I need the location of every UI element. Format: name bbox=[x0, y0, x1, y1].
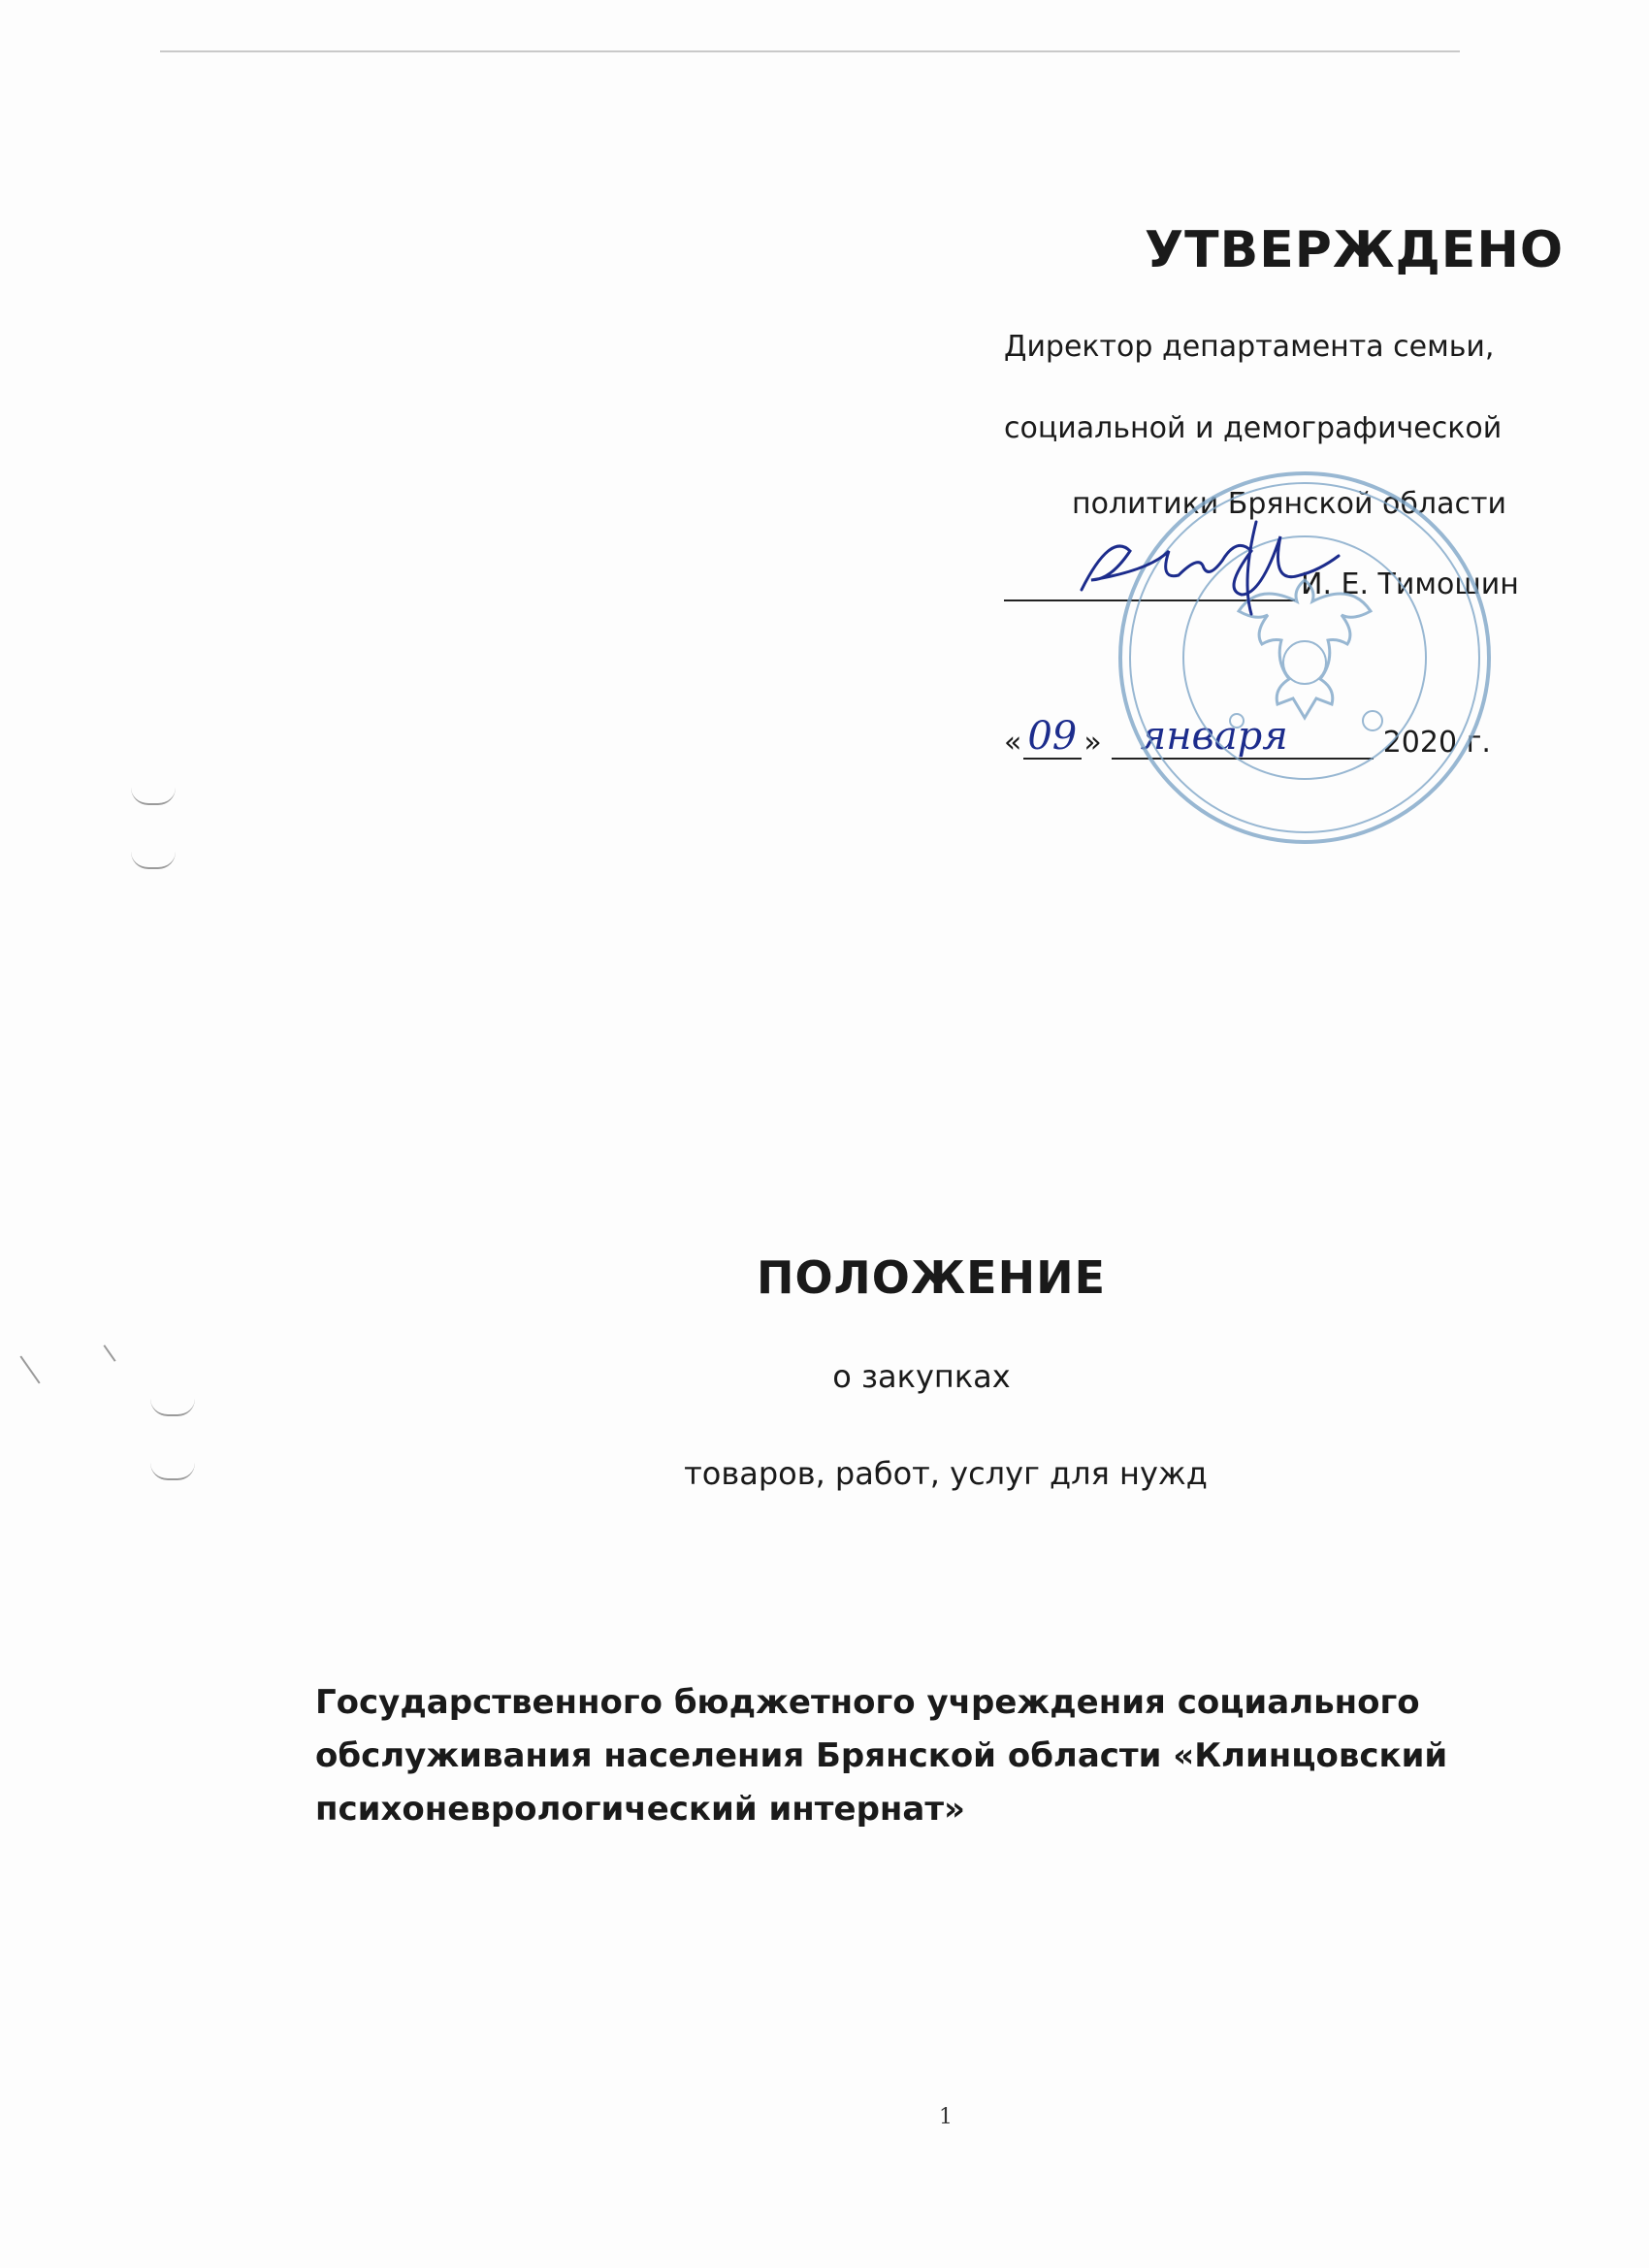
page-number: 1 bbox=[939, 2105, 953, 2129]
handwritten-signature-icon bbox=[1062, 512, 1373, 629]
signatory-name: И. Е. Тимошин bbox=[1301, 567, 1519, 601]
document-subtitle-line-1: о закупках bbox=[832, 1358, 1011, 1395]
approver-position-line-3: политики Брянской области bbox=[1072, 487, 1506, 521]
punch-hole-mark bbox=[150, 1399, 195, 1416]
approval-heading: УТВЕРЖДЕНО bbox=[1145, 221, 1565, 279]
handwritten-month: января bbox=[1140, 714, 1288, 759]
date-year: 2020 г. bbox=[1382, 726, 1491, 760]
handwritten-day: 09 bbox=[1027, 714, 1078, 759]
date-close-quote: » bbox=[1083, 726, 1102, 760]
scan-edge-line bbox=[160, 50, 1460, 52]
organization-name: Государственного бюджетного учреждения социального обслуживания населения Брянской области «Клинцовский психоневрологический интернат» bbox=[315, 1683, 1448, 1829]
date-open-quote: « bbox=[1004, 726, 1022, 760]
punch-hole-mark bbox=[131, 852, 176, 869]
punch-hole-mark bbox=[131, 788, 176, 805]
approver-position-line-2: социальной и демографической bbox=[1004, 411, 1503, 445]
document-title: ПОЛОЖЕНИЕ bbox=[756, 1251, 1107, 1304]
date-day-blank bbox=[1023, 714, 1082, 760]
approver-position-line-1: Директор департамента семьи, bbox=[1004, 330, 1495, 364]
document-subtitle-line-2: товаров, работ, услуг для нужд bbox=[684, 1455, 1208, 1492]
